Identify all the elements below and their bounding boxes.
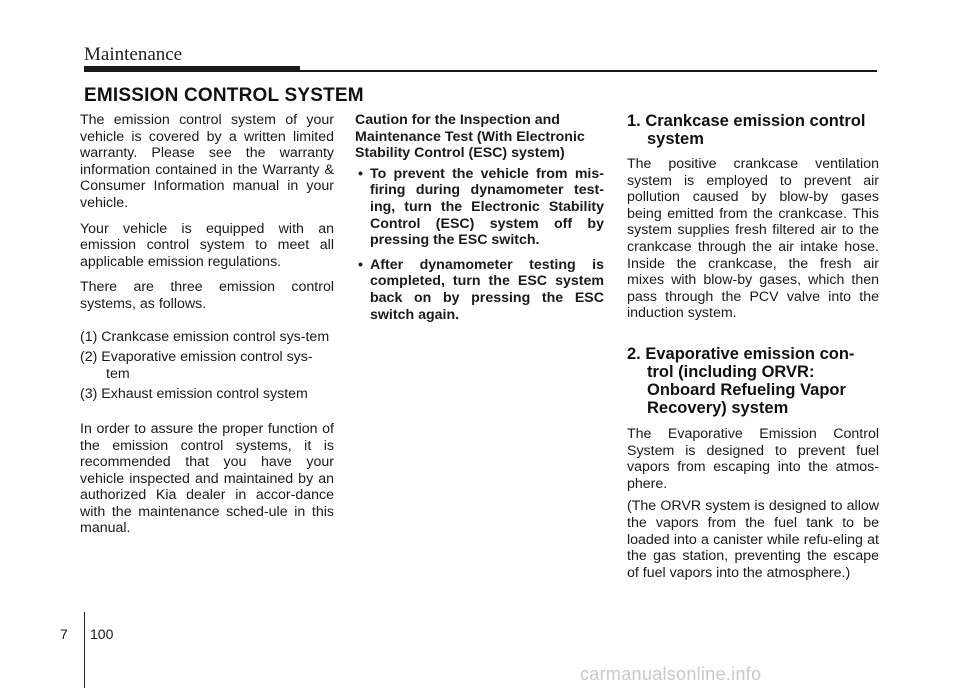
intro-paragraph: The emission control system of your vehicle is covered by a written limited warranty. Please see the warranty information contained in the Warranty & Consumer Information manual in your vehicle. [80, 112, 334, 211]
section-title: EMISSION CONTROL SYSTEM [84, 85, 364, 106]
bullet-text: After dynamometer testing is completed, turn the ESC system back on by pressing the ESC switch again. [370, 256, 604, 323]
chapter-number: 7 [60, 626, 68, 642]
watermark: carmanualsonline.info [580, 664, 762, 684]
bullet-icon: • [358, 165, 363, 182]
list-item [355, 166, 604, 249]
orvr-paragraph: (The ORVR system is designed to allow the vapors from the fuel tank to be loaded into a canister while refu-eling at the gas station, preventing the escape of fuel vapors into the atmosphere.) [627, 498, 879, 581]
list-item: (2) Evaporative emission control sys-tem [80, 349, 313, 382]
bullet-icon: • [358, 256, 363, 273]
caution-title: Caution for the Inspection and Maintenance Test (With Electronic Stability Control (ESC) system) [355, 112, 585, 162]
list-item [355, 257, 604, 323]
page-header-title: Maintenance [84, 44, 183, 65]
header-rule-thick [84, 66, 300, 72]
evaporative-heading: 2. Evaporative emission con-trol (including ORVR: Onboard Refueling Vapor Recovery) system [627, 344, 855, 417]
list-item: (1) Crankcase emission control sys-tem [80, 328, 330, 345]
crankcase-heading: 1. Crankcase emission control system [627, 112, 866, 148]
header-rule-thin [300, 70, 877, 72]
evaporative-paragraph: The Evaporative Emission Control System is designed to prevent fuel vapors from escaping into the atmos-phere. [627, 425, 879, 492]
maintenance-paragraph: In order to assure the proper function of the emission control systems, it is recommended that you have your vehicle inspected and maintained by an authorized Kia dealer in accor-dance with the maintenance sched-ule in this manual. [80, 420, 334, 537]
caution-bullets [355, 166, 604, 323]
column-3 [627, 112, 879, 581]
list-item: (3) Exhaust emission control system [80, 386, 308, 403]
footer-divider [84, 612, 85, 688]
systems-list [80, 329, 334, 403]
crankcase-paragraph: The positive crankcase ventilation system is employed to prevent air pollution caused by blow-by gases being emitted from the crankcase. This system supplies fresh filtered air to the crankcase through the air intake hose. Inside the crankcase, the fresh air mixes with blow-by gases, which then pass through the PCV valve into the induction system. [627, 156, 879, 322]
bullet-text: To prevent the vehicle from mis-firing during dynamometer test-ing, turn the Electronic Stability Control (ESC) system off by pressing the ESC switch. [370, 165, 604, 249]
page-number: 100 [90, 626, 114, 642]
systems-intro-paragraph: There are three emission control systems, as follows. [80, 279, 334, 312]
equipment-paragraph: Your vehicle is equipped with an emission control system to meet all applicable emission regulations. [80, 220, 334, 270]
column-1 [80, 112, 334, 546]
column-2 [355, 112, 604, 331]
